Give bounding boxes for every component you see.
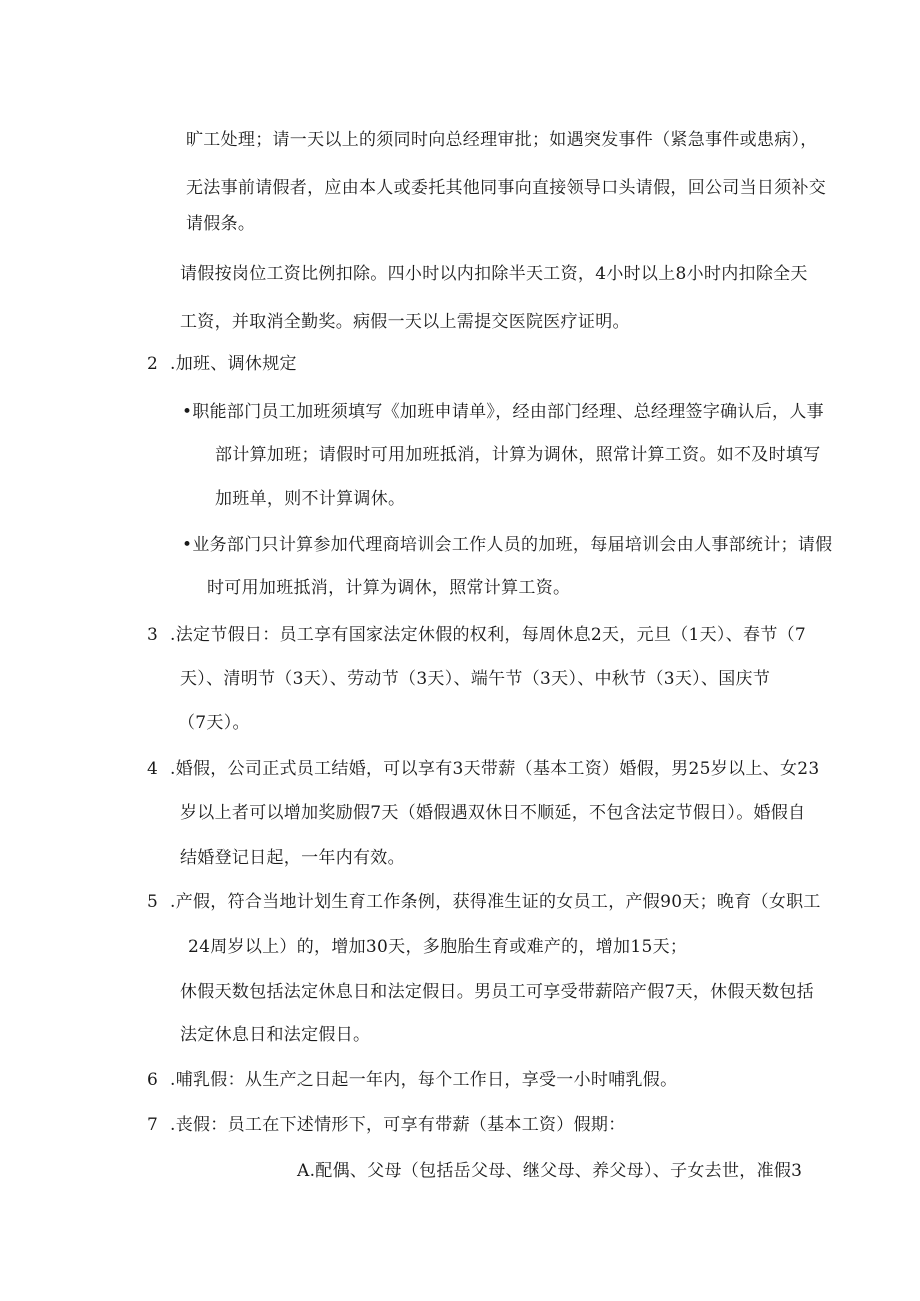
section-number: 2	[147, 354, 158, 374]
text-line: 旷工处理；请一天以上的须同时向总经理审批；如遇突发事件（紧急事件或患病），	[186, 130, 818, 150]
sub-item: A.配偶、父母（包括岳父母、继父母、养父母）、子女去世，准假3	[297, 1161, 803, 1181]
section-number: 3	[147, 625, 158, 645]
text-line: 时可用加班抵消，计算为调休，照常计算工资。	[207, 578, 571, 598]
bullet-item: •职能部门员工加班须填写《加班申请单》，经由部门经理、总经理签字确认后，人事	[182, 402, 824, 422]
text-line: 法定休息日和法定假日。	[180, 1025, 371, 1045]
section-number: 4	[147, 759, 158, 779]
text-line: .哺乳假：从生产之日起一年内，每个工作日，享受一小时哺乳假。	[170, 1070, 678, 1090]
section-heading: .加班、调休规定	[170, 354, 297, 374]
section-number: 6	[147, 1070, 158, 1090]
section-number: 5	[147, 892, 158, 912]
text-line: 结婚登记日起，一年内有效。	[180, 848, 405, 868]
text-line: 岁以上者可以增加奖励假7天（婚假遇双休日不顺延，不包含法定节假日）。婚假自	[180, 803, 806, 823]
text-line: 请假条。	[186, 214, 256, 234]
text-line: .法定节假日：员工享有国家法定休假的权利，每周休息2天，元旦（1天）、春节（7	[170, 625, 807, 645]
text-line: 24周岁以上）的，增加30天，多胞胎生育或难产的，增加15天；	[188, 937, 688, 957]
text-line: .丧假：员工在下述情形下，可享有带薪（基本工资）假期：	[170, 1115, 626, 1135]
text-line: （7天）。	[178, 713, 250, 733]
text-line: 天）、清明节（3天）、劳动节（3天）、端午节（3天）、中秋节（3天）、国庆节	[180, 669, 771, 689]
text-line: .婚假，公司正式员工结婚，可以享有3天带薪（基本工资）婚假，男25岁以上、女23	[170, 759, 820, 779]
text-line: 部计算加班；请假时可用加班抵消，计算为调休，照常计算工资。如不及时填写	[215, 445, 821, 465]
text-line: .产假，符合当地计划生育工作条例，获得准生证的女员工，产假90天；晚育（女职工	[170, 892, 821, 912]
section-number: 7	[147, 1115, 158, 1135]
text-line: 工资，并取消全勤奖。病假一天以上需提交医院医疗证明。	[180, 312, 630, 332]
text-line: 无法事前请假者，应由本人或委托其他同事向直接领导口头请假，回公司当日须补交	[186, 178, 827, 198]
text-line: 请假按岗位工资比例扣除。四小时以内扣除半天工资，4小时以上8小时内扣除全天	[180, 264, 808, 284]
text-line: 加班单，则不计算调休。	[215, 489, 406, 509]
text-line: 休假天数包括法定休息日和法定假日。男员工可享受带薪陪产假7天，休假天数包括	[180, 982, 814, 1002]
bullet-item: •业务部门只计算参加代理商培训会工作人员的加班，每届培训会由人事部统计；请假	[182, 535, 833, 555]
